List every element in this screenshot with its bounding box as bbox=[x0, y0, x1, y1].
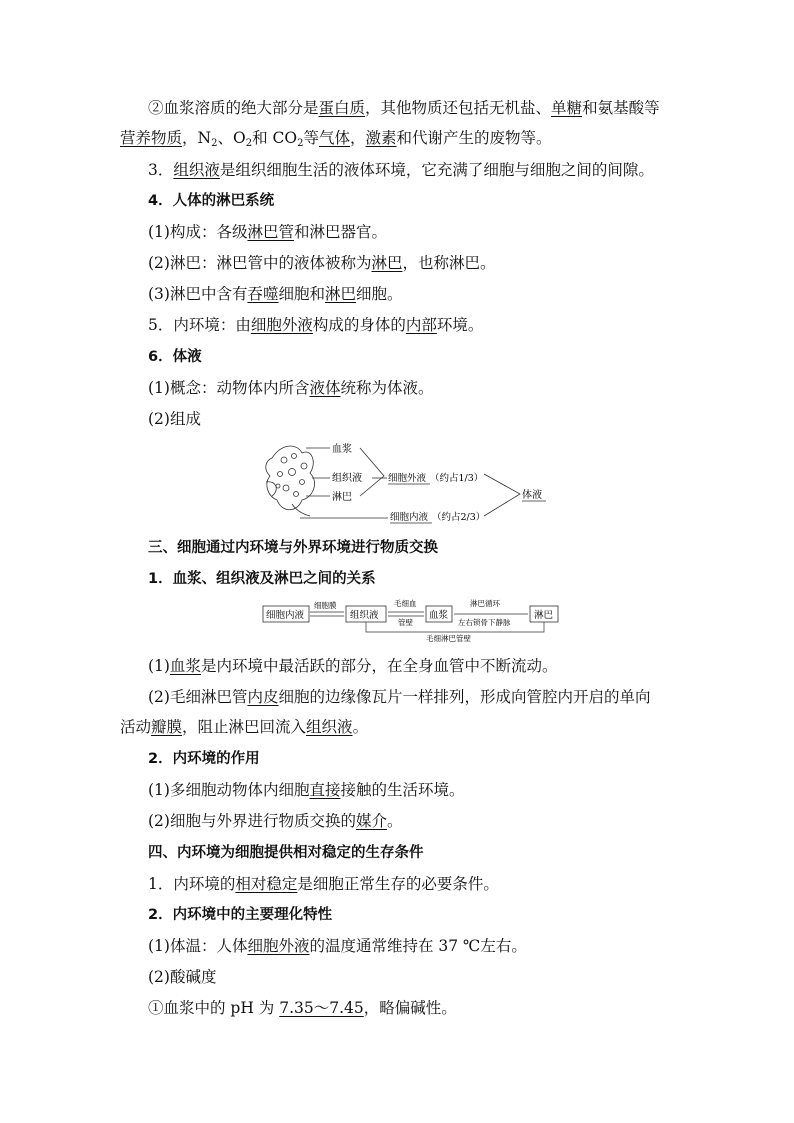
text-line: 1．内环境的相对稳定是细胞正常生存的必要条件。 bbox=[148, 875, 499, 893]
text-line: (2)毛细淋巴管内皮细胞的边缘像瓦片一样排列，形成向管腔内开启的单向 bbox=[148, 688, 651, 706]
label-lymph-capillary-wall: 毛细淋巴管壁 bbox=[426, 634, 471, 642]
section-heading: 6．体液 bbox=[148, 349, 202, 365]
text-line: (1)多细胞动物体内细胞直接接触的生活环境。 bbox=[148, 781, 465, 799]
text-line: 5．内环境：由细胞外液构成的身体的内部环境。 bbox=[148, 316, 484, 334]
label-capillary-wall-1: 毛细血 bbox=[394, 599, 417, 608]
label-intracellular-fluid: 细胞内液 bbox=[390, 512, 429, 523]
label-extracellular-fluid: 细胞外液 bbox=[388, 473, 427, 484]
fluid-relationship-diagram bbox=[262, 598, 560, 642]
text-line: (3)淋巴中含有吞噬细胞和淋巴细胞。 bbox=[148, 285, 403, 303]
text-line: (1)体温：人体细胞外液的温度通常维持在 37 ℃左右。 bbox=[148, 937, 527, 955]
box-tissue-fluid: 组织液 bbox=[350, 610, 379, 621]
text-line: (2)淋巴：淋巴管中的液体被称为淋巴，也称淋巴。 bbox=[148, 254, 496, 272]
label-extracellular-ratio: （约占1/3） bbox=[430, 473, 484, 484]
label-cell-membrane: 细胞膜 bbox=[314, 601, 337, 610]
text-line: (1)概念：动物体内所含液体统称为体液。 bbox=[148, 379, 434, 397]
text-line: ①血浆中的 pH 为 7.35～7.45，略偏碱性。 bbox=[148, 999, 457, 1017]
label-intracellular-ratio: （约占2/3） bbox=[432, 512, 486, 523]
text-line: (2)酸碱度 bbox=[148, 968, 217, 986]
label-lymph: 淋巴 bbox=[332, 492, 352, 503]
box-lymph: 淋巴 bbox=[534, 610, 554, 621]
box-intracellular-fluid: 细胞内液 bbox=[266, 610, 305, 621]
section-heading: 三、细胞通过内环境与外界环境进行物质交换 bbox=[148, 540, 438, 556]
label-plasma: 血浆 bbox=[332, 444, 352, 455]
box-plasma: 血浆 bbox=[429, 610, 449, 621]
label-capillary-wall-2: 管壁 bbox=[398, 618, 413, 627]
section-heading: 4．人体的淋巴系统 bbox=[148, 193, 275, 209]
section-heading: 2．内环境的作用 bbox=[148, 751, 260, 767]
label-subclavian-veins: 左右锁骨下静脉 bbox=[458, 618, 511, 627]
text-line: 3．组织液是组织细胞生活的液体环境，它充满了细胞与细胞之间的间隙。 bbox=[148, 161, 654, 179]
body-fluid-diagram bbox=[262, 438, 562, 528]
text-line: ②血浆溶质的绝大部分是蛋白质，其他物质还包括无机盐、单糖和氨基酸等 bbox=[148, 99, 660, 117]
text-line: 营养物质，$N_2$、$O_2$和 $CO_2$等气体，激素和代谢产生的废物等。 bbox=[120, 129, 552, 149]
section-heading: 2．内环境中的主要理化特性 bbox=[148, 907, 333, 923]
label-tissue-fluid: 组织液 bbox=[332, 473, 362, 484]
text-line: (2)组成 bbox=[148, 410, 201, 428]
label-body-fluid: 体液 bbox=[522, 490, 542, 501]
section-heading: 四、内环境为细胞提供相对稳定的生存条件 bbox=[148, 845, 424, 861]
text-line: (1)血浆是内环境中最活跃的部分，在全身血管中不断流动。 bbox=[148, 657, 558, 675]
text-line: 活动瓣膜，阻止淋巴回流入组织液。 bbox=[120, 718, 369, 736]
tissue-sketch-icon bbox=[266, 446, 315, 516]
text-line: (2)细胞与外界进行物质交换的媒介。 bbox=[148, 812, 403, 830]
section-heading: 1．血浆、组织液及淋巴之间的关系 bbox=[148, 571, 376, 587]
label-lymph-circulation: 淋巴循环 bbox=[470, 599, 500, 608]
text-line: (1)构成：各级淋巴管和淋巴器官。 bbox=[148, 223, 387, 241]
